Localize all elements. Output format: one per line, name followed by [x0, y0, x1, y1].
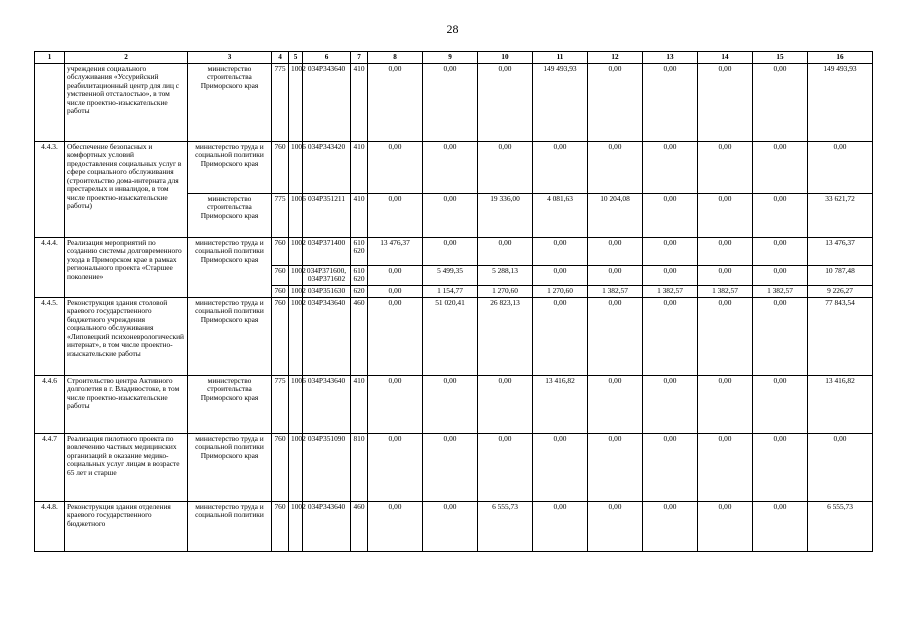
amount-cell: 5 288,13	[478, 265, 533, 285]
amount-cell: 0,00	[643, 433, 698, 501]
row-code	[35, 63, 65, 141]
col-6-cell: 034P343640	[303, 297, 351, 375]
amount-cell: 0,00	[643, 63, 698, 141]
ministry-cell: министерство труда и социальной политики	[188, 501, 272, 551]
col-4-cell: 775	[272, 375, 289, 433]
table-header-row	[35, 52, 873, 64]
amount-cell: 0,00	[423, 375, 478, 433]
row-code: 4.4.6	[35, 375, 65, 433]
col-5-cell: 1002	[289, 265, 303, 285]
amount-cell: 0,00	[478, 63, 533, 141]
amount-cell: 0,00	[478, 375, 533, 433]
ministry-cell: министерство строительства Приморского края	[188, 63, 272, 141]
ministry-cell: министерство труда и социальной политики Приморского края	[188, 141, 272, 193]
column-header: 2	[65, 52, 188, 64]
amount-cell: 0,00	[368, 501, 423, 551]
column-header: 13	[643, 52, 698, 64]
amount-cell: 0,00	[753, 297, 808, 375]
column-header: 15	[753, 52, 808, 64]
amount-cell: 51 020,41	[423, 297, 478, 375]
amount-cell: 0,00	[423, 433, 478, 501]
table-row	[35, 297, 873, 375]
amount-cell: 6 555,73	[808, 501, 873, 551]
col-7-cell: 410	[351, 141, 368, 193]
row-code: 4.4.7	[35, 433, 65, 501]
amount-cell: 0,00	[368, 433, 423, 501]
ministry-cell: министерство труда и социальной политики Приморского края	[188, 297, 272, 375]
col-7-cell: 810	[351, 433, 368, 501]
amount-cell: 4 081,63	[533, 193, 588, 237]
amount-cell: 0,00	[643, 237, 698, 265]
amount-cell: 13 416,82	[533, 375, 588, 433]
amount-cell: 0,00	[643, 193, 698, 237]
ministry-cell: министерство труда и социальной политики Приморского края	[188, 433, 272, 501]
amount-cell: 0,00	[423, 63, 478, 141]
amount-cell: 10 204,08	[588, 193, 643, 237]
row-name: Обеспечение безопасных и комфортных условий предоставления социальных услуг в сфере социального обслуживания (строительство дома-интерната для престарелых и инвалидов, в том числе проектно-изыскательские работы)	[65, 141, 188, 237]
amount-cell: 0,00	[698, 265, 753, 285]
column-header: 1	[35, 52, 65, 64]
column-header: 5	[289, 52, 303, 64]
column-header: 9	[423, 52, 478, 64]
amount-cell: 13 476,37	[368, 237, 423, 265]
amount-cell: 1 270,60	[533, 285, 588, 297]
amount-cell: 0,00	[643, 265, 698, 285]
col-4-cell: 760	[272, 265, 289, 285]
col-5-cell: 1006	[289, 141, 303, 193]
column-header: 14	[698, 52, 753, 64]
amount-cell: 0,00	[478, 141, 533, 193]
amount-cell: 0,00	[533, 297, 588, 375]
amount-cell: 0,00	[753, 141, 808, 193]
amount-cell: 0,00	[423, 237, 478, 265]
table-row	[35, 501, 873, 551]
amount-cell: 0,00	[698, 375, 753, 433]
ministry-cell: министерство строительства Приморского края	[188, 193, 272, 237]
amount-cell: 0,00	[588, 265, 643, 285]
column-header: 16	[808, 52, 873, 64]
budget-table	[34, 51, 873, 552]
column-header: 8	[368, 52, 423, 64]
row-code: 4.4.3.	[35, 141, 65, 237]
row-code: 4.4.4.	[35, 237, 65, 297]
amount-cell: 1 382,57	[588, 285, 643, 297]
amount-cell: 0,00	[588, 375, 643, 433]
col-7-cell: 620	[351, 285, 368, 297]
amount-cell: 0,00	[698, 63, 753, 141]
amount-cell: 0,00	[588, 141, 643, 193]
col-6-cell: 034P371600, 034P371602	[303, 265, 351, 285]
amount-cell: 0,00	[588, 237, 643, 265]
amount-cell: 10 787,48	[808, 265, 873, 285]
col-4-cell: 760	[272, 501, 289, 551]
amount-cell: 0,00	[368, 297, 423, 375]
amount-cell: 1 382,57	[643, 285, 698, 297]
amount-cell: 0,00	[533, 237, 588, 265]
amount-cell: 19 336,00	[478, 193, 533, 237]
col-5-cell: 1002	[289, 433, 303, 501]
amount-cell: 0,00	[698, 141, 753, 193]
column-header: 6	[303, 52, 351, 64]
col-6-cell: 034P351090	[303, 433, 351, 501]
amount-cell: 0,00	[368, 265, 423, 285]
amount-cell: 0,00	[368, 285, 423, 297]
amount-cell: 0,00	[698, 193, 753, 237]
col-7-cell: 410	[351, 63, 368, 141]
row-name: Реконструкция здания отделения краевого государственного бюджетного	[65, 501, 188, 551]
col-6-cell: 034P343640	[303, 63, 351, 141]
amount-cell: 0,00	[753, 193, 808, 237]
amount-cell: 0,00	[478, 237, 533, 265]
amount-cell: 0,00	[643, 297, 698, 375]
page-number: 28	[446, 22, 459, 36]
row-name: Реализация мероприятий по созданию системы долговременного ухода в Приморском крае в рамках регионального проекта «Старшее поколение»	[65, 237, 188, 297]
row-code: 4.4.8.	[35, 501, 65, 551]
col-4-cell: 775	[272, 193, 289, 237]
amount-cell: 0,00	[753, 265, 808, 285]
col-5-cell: 1002	[289, 297, 303, 375]
col-5-cell: 1006	[289, 375, 303, 433]
col-5-cell: 1002	[289, 501, 303, 551]
row-name: Строительство центра Активного долголетия в г. Владивостоке, в том числе проектно-изыскательские работы	[65, 375, 188, 433]
amount-cell: 77 843,54	[808, 297, 873, 375]
amount-cell: 0,00	[423, 141, 478, 193]
amount-cell: 0,00	[533, 265, 588, 285]
amount-cell: 0,00	[808, 141, 873, 193]
col-7-cell: 610 620	[351, 265, 368, 285]
col-6-cell: 034P343640	[303, 501, 351, 551]
col-6-cell: 034P351630	[303, 285, 351, 297]
amount-cell: 0,00	[533, 501, 588, 551]
amount-cell: 0,00	[533, 141, 588, 193]
amount-cell: 13 476,37	[808, 237, 873, 265]
amount-cell: 0,00	[588, 501, 643, 551]
column-header: 12	[588, 52, 643, 64]
amount-cell: 26 823,13	[478, 297, 533, 375]
col-6-cell: 034P343640	[303, 375, 351, 433]
col-7-cell: 460	[351, 501, 368, 551]
table-row	[35, 375, 873, 433]
col-7-cell: 610 620	[351, 237, 368, 265]
amount-cell: 0,00	[368, 63, 423, 141]
column-header: 7	[351, 52, 368, 64]
amount-cell: 0,00	[753, 501, 808, 551]
col-5-cell: 1002	[289, 285, 303, 297]
amount-cell: 0,00	[533, 433, 588, 501]
table-row	[35, 63, 873, 141]
amount-cell: 0,00	[698, 297, 753, 375]
amount-cell: 0,00	[588, 433, 643, 501]
amount-cell: 0,00	[698, 501, 753, 551]
amount-cell: 0,00	[753, 237, 808, 265]
amount-cell: 1 382,57	[753, 285, 808, 297]
col-6-cell: 034P371400	[303, 237, 351, 265]
col-5-cell: 1006	[289, 193, 303, 237]
col-4-cell: 760	[272, 285, 289, 297]
row-name: учреждения социального обслуживания «Уссурийский реабилитационный центр для лиц с умственной отсталостью», в том числе проектно-изыскательские работы	[65, 63, 188, 141]
amount-cell: 13 416,82	[808, 375, 873, 433]
amount-cell: 0,00	[698, 433, 753, 501]
col-6-cell: 034P343420	[303, 141, 351, 193]
amount-cell: 0,00	[588, 297, 643, 375]
column-header: 3	[188, 52, 272, 64]
amount-cell: 0,00	[643, 501, 698, 551]
amount-cell: 1 382,57	[698, 285, 753, 297]
col-4-cell: 775	[272, 63, 289, 141]
row-name: Реконструкция здания столовой краевого государственного бюджетного учреждения социального обслуживания «Липовецкий психоневрологический интернат», в том числе проектно-изыскательские работы	[65, 297, 188, 375]
column-header: 4	[272, 52, 289, 64]
col-7-cell: 410	[351, 375, 368, 433]
table-row	[35, 141, 873, 193]
col-5-cell: 1002	[289, 63, 303, 141]
table-row	[35, 433, 873, 501]
amount-cell: 0,00	[478, 433, 533, 501]
col-4-cell: 760	[272, 141, 289, 193]
amount-cell: 6 555,73	[478, 501, 533, 551]
amount-cell: 149 493,93	[533, 63, 588, 141]
amount-cell: 0,00	[808, 433, 873, 501]
col-5-cell: 1002	[289, 237, 303, 265]
row-code: 4.4.5.	[35, 297, 65, 375]
col-7-cell: 460	[351, 297, 368, 375]
amount-cell: 0,00	[368, 141, 423, 193]
col-4-cell: 760	[272, 237, 289, 265]
col-6-cell: 034P351211	[303, 193, 351, 237]
amount-cell: 0,00	[423, 501, 478, 551]
ministry-cell: министерство строительства Приморского края	[188, 375, 272, 433]
amount-cell: 1 270,60	[478, 285, 533, 297]
amount-cell: 0,00	[368, 193, 423, 237]
amount-cell: 0,00	[643, 141, 698, 193]
amount-cell: 0,00	[698, 237, 753, 265]
amount-cell: 33 621,72	[808, 193, 873, 237]
column-header: 11	[533, 52, 588, 64]
amount-cell: 0,00	[753, 433, 808, 501]
amount-cell: 0,00	[368, 375, 423, 433]
col-4-cell: 760	[272, 297, 289, 375]
column-header: 10	[478, 52, 533, 64]
col-7-cell: 410	[351, 193, 368, 237]
table-row	[35, 237, 873, 265]
amount-cell: 0,00	[643, 375, 698, 433]
ministry-cell: министерство труда и социальной политики Приморского края	[188, 237, 272, 297]
amount-cell: 0,00	[753, 63, 808, 141]
amount-cell: 0,00	[423, 193, 478, 237]
amount-cell: 0,00	[588, 63, 643, 141]
amount-cell: 9 226,27	[808, 285, 873, 297]
row-name: Реализация пилотного проекта по вовлечению частных медицинских организаций в оказание медико-социальных услуг лицам в возрасте 65 лет и старше	[65, 433, 188, 501]
amount-cell: 5 499,35	[423, 265, 478, 285]
amount-cell: 0,00	[753, 375, 808, 433]
amount-cell: 149 493,93	[808, 63, 873, 141]
col-4-cell: 760	[272, 433, 289, 501]
amount-cell: 1 154,77	[423, 285, 478, 297]
